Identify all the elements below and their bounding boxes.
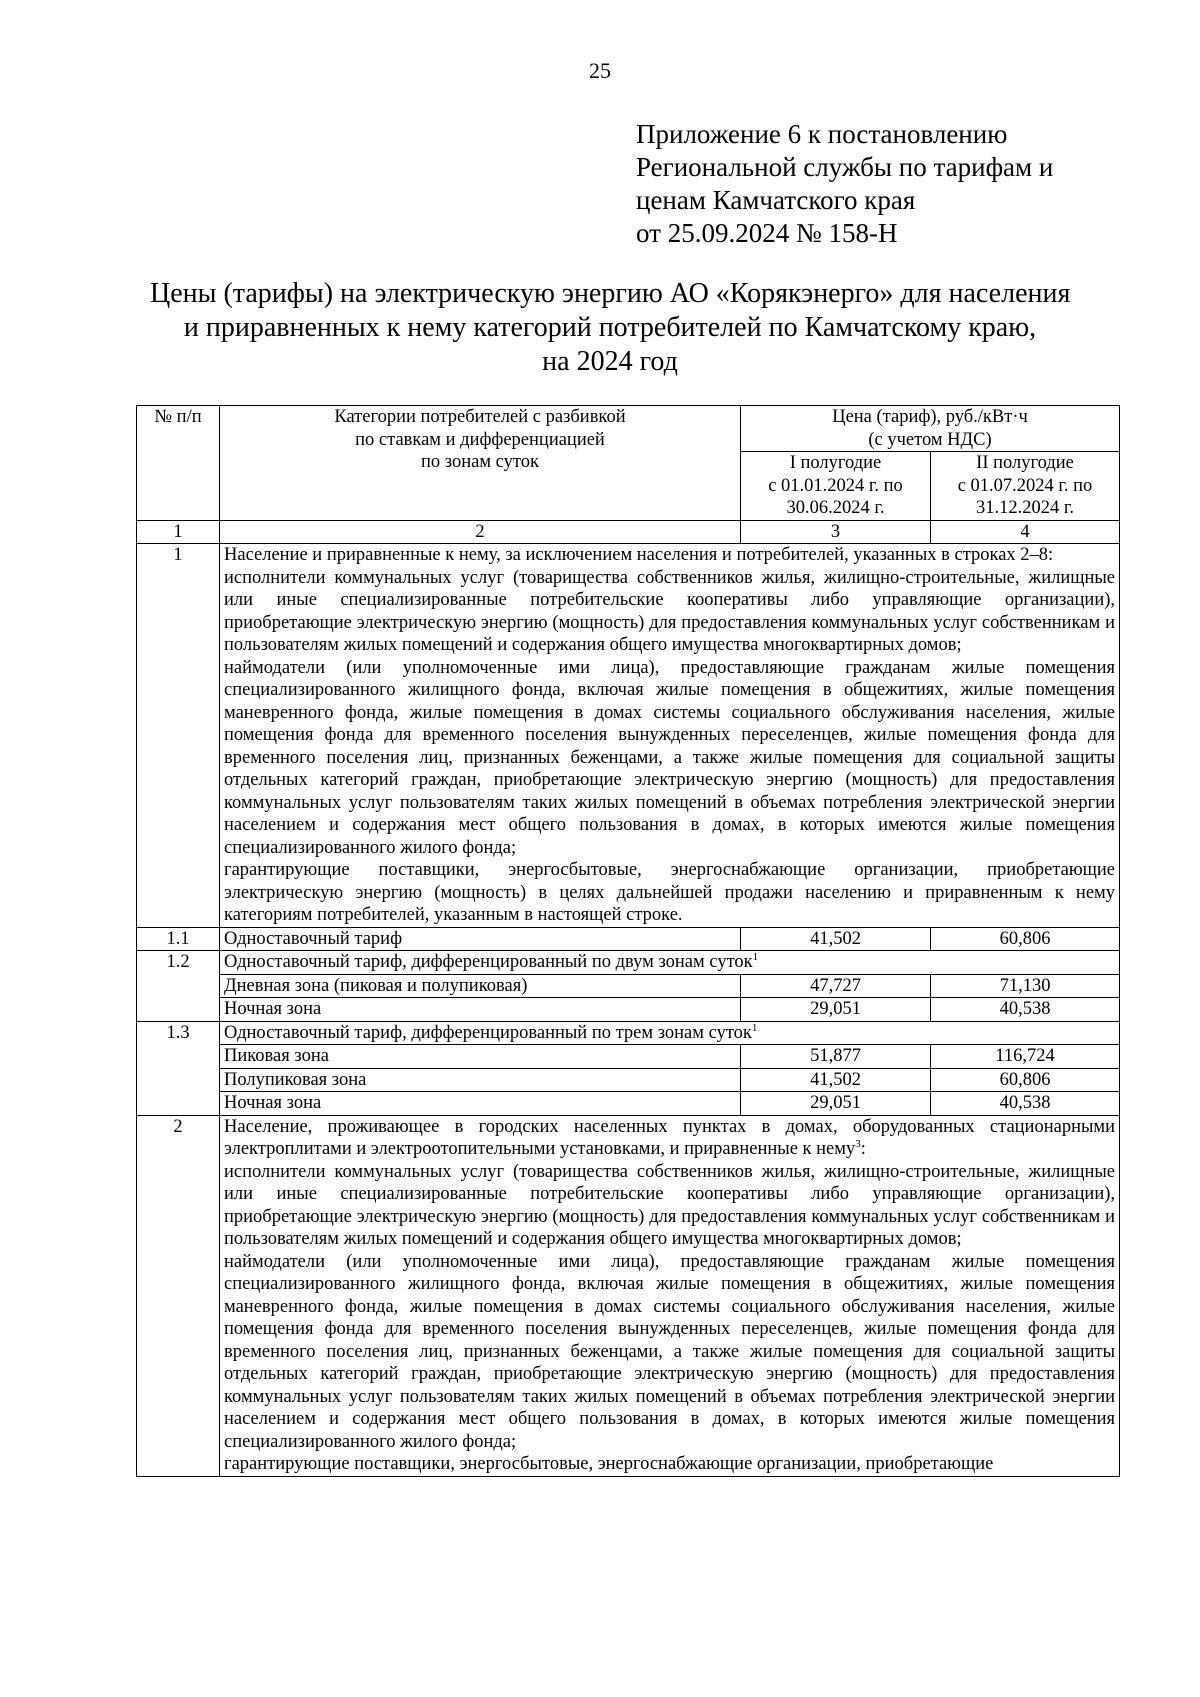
table-row [137,951,1120,975]
row-number: 1.2 [137,951,220,1022]
description-paragraph: гарантирующие поставщики, энергосбытовые, энергоснабжающие организации, приобретающие [224,1454,994,1474]
title-line: и приравненных к нему категорий потребителей по Камчатскому краю, [183,312,1037,343]
column-number: 1 [137,520,220,544]
description-paragraph: наймодатели (или уполномоченные ими лица), предоставляющие гражданам жилые помещения специализированного жилищного фонда, включая жилые помещения в общежитиях, жилые помещения маневренного фонда, жилые помещения в домах системы социального обслуживания населения, жилые помещения фонда для временного поселения вынужденных переселенцев, жилые помещения фонда для временного поселения лиц, признанных беженцами, а также жилые помещения для социальной защиты отдельных категорий граждан, приобретающие электрическую энергию (мощность) для предоставления коммунальных услуг пользователям таких жилых помещений в объемах потребления электрической энергии населением и содержания мест общего пользования в домах, в которых имеются жилые помещения специализированного жилого фонда; [224,1251,1116,1452]
row-label-text: Одноставочный тариф, дифференцированный по двум зонам суток [224,952,753,972]
description-paragraph: исполнители коммунальных услуг (товарищества собственников жилья, жилищно-строительные, жилищные или иные специализированные потребительские кооперативы либо управляющие организации), приобретающие электрическую энергию (мощность) для предоставления коммунальных услуг собственникам и пользователям жилых помещений и содержания общего имущества многоквартирных домов; [224,1161,1116,1249]
appendix-block [636,118,1116,250]
header-num: № п/п [137,406,220,521]
value-half1: 41,502 [741,927,931,951]
header-price-line: Цена (тариф), руб./кВт·ч [832,407,1028,427]
zone-label: Дневная зона (пиковая и полупиковая) [220,974,741,998]
row-description [220,544,1120,928]
page-number: 25 [589,58,611,83]
title-line: Цены (тарифы) на электрическую энергию АО «Корякэнерго» для населения [150,278,1071,309]
appendix-line: Приложение 6 к постановлению [636,119,1008,149]
document-title [150,277,1070,379]
table-row [137,1115,1120,1476]
footnote-mark: 1 [751,1021,758,1034]
header-price [741,406,1120,452]
value-half1: 51,877 [741,1045,931,1069]
description-paragraph: гарантирующие поставщики, энергосбытовые, энергоснабжающие организации, приобретающие электрическую энергию (мощность) в целях дальнейшей продажи населению и приравненным к нему категориям потребителей, указанным в настоящей строке. [224,860,1116,925]
zone-label: Пиковая зона [220,1045,741,1069]
title-line: на 2024 год [542,346,678,377]
value-half2: 60,806 [931,1068,1120,1092]
value-half2: 40,538 [931,1092,1120,1116]
tariff-table [136,405,1120,1477]
row-label [220,1021,1120,1045]
header-row [137,406,1120,452]
value-half1: 47,727 [741,974,931,998]
column-number: 4 [931,520,1120,544]
header-half1 [741,452,931,521]
table-row [137,927,1120,951]
header-half1-line: I полугодие [789,453,882,473]
zone-row [137,1092,1120,1116]
value-half2: 40,538 [931,998,1120,1022]
row-number: 1.3 [137,1021,220,1115]
header-half1-line: с 01.01.2024 г. по [768,475,903,496]
description-paragraph [224,1116,1115,1161]
row-description [220,1115,1120,1476]
value-half2: 116,724 [931,1045,1120,1069]
zone-row [137,974,1120,998]
footnote-mark: 3 [855,1137,861,1150]
zone-row [137,1068,1120,1092]
table-row [137,544,1120,928]
value-half2: 71,130 [931,974,1120,998]
appendix-line: Региональной службы по тарифам и [636,152,1054,182]
footnote-mark: 1 [752,950,759,963]
row-label [220,951,1120,975]
row-label-text: Одноставочный тариф, дифференцированный по трем зонам суток [224,1022,752,1043]
header-half2-line: 31.12.2024 г. [976,498,1075,518]
header-category [220,406,741,521]
header-category-line: Категории потребителей с разбивкой [334,407,626,427]
appendix-line: ценам Камчатского края [636,185,916,215]
table-row [137,1021,1120,1045]
value-half1: 41,502 [741,1068,931,1092]
column-number: 3 [741,520,931,544]
zone-row [137,1045,1120,1069]
row-number: 1.1 [137,927,220,951]
description-paragraph: исполнители коммунальных услуг (товарищества собственников жилья, жилищно-строительные, жилищные или иные специализированные потребительские кооперативы либо управляющие организации), приобретающие электрическую энергию (мощность) для предоставления коммунальных услуг собственникам и пользователям жилых помещений и содержания общего имущества многоквартирных домов; [224,567,1116,655]
zone-label: Ночная зона [220,998,741,1022]
row2-intro: Население, проживающее в городских населенных пунктах в домах, оборудованных стационарными электроплитами и электроотопительными установками, и приравненные к нему [224,1116,1116,1159]
value-half1: 29,051 [741,998,931,1022]
header-category-line: по ставкам и дифференциацией [355,429,605,450]
row-label: Одноставочный тариф [220,927,741,951]
header-half2 [931,452,1120,521]
row-number: 2 [137,1115,220,1476]
description-paragraph: Население и приравненные к нему, за исключением населения и потребителей, указанных в строках 2–8: [224,545,1054,565]
header-half2-line: с 01.07.2024 г. по [957,475,1093,496]
row-number: 1 [137,544,220,928]
column-numbers-row [137,520,1120,544]
zone-row [137,998,1120,1022]
value-half1: 29,051 [741,1092,931,1116]
zone-label: Ночная зона [220,1092,741,1116]
header-price-line: (с учетом НДС) [868,429,992,450]
value-half2: 60,806 [931,927,1120,951]
header-category-line: по зонам суток [421,452,539,472]
header-half1-line: 30.06.2024 г. [786,498,885,518]
appendix-line: от 25.09.2024 № 158-Н [636,218,898,248]
header-half2-line: II полугодие [976,453,1074,473]
row2-intro-tail: : [860,1139,866,1159]
zone-label: Полупиковая зона [220,1068,741,1092]
column-number: 2 [220,520,741,544]
description-paragraph: наймодатели (или уполномоченные ими лица), предоставляющие гражданам жилые помещения специализированного жилищного фонда, включая жилые помещения в общежитиях, жилые помещения маневренного фонда, жилые помещения в домах системы социального обслуживания населения, жилые помещения фонда для временного поселения вынужденных переселенцев, жилые помещения фонда для временного поселения лиц, признанных беженцами, а также жилые помещения для социальной защиты отдельных категорий граждан, приобретающие электрическую энергию (мощность) для предоставления коммунальных услуг пользователям таких жилых помещений в объемах потребления электрической энергии населением и содержания мест общего пользования в домах, в которых имеются жилые помещения специализированного жилого фонда; [224,657,1116,858]
